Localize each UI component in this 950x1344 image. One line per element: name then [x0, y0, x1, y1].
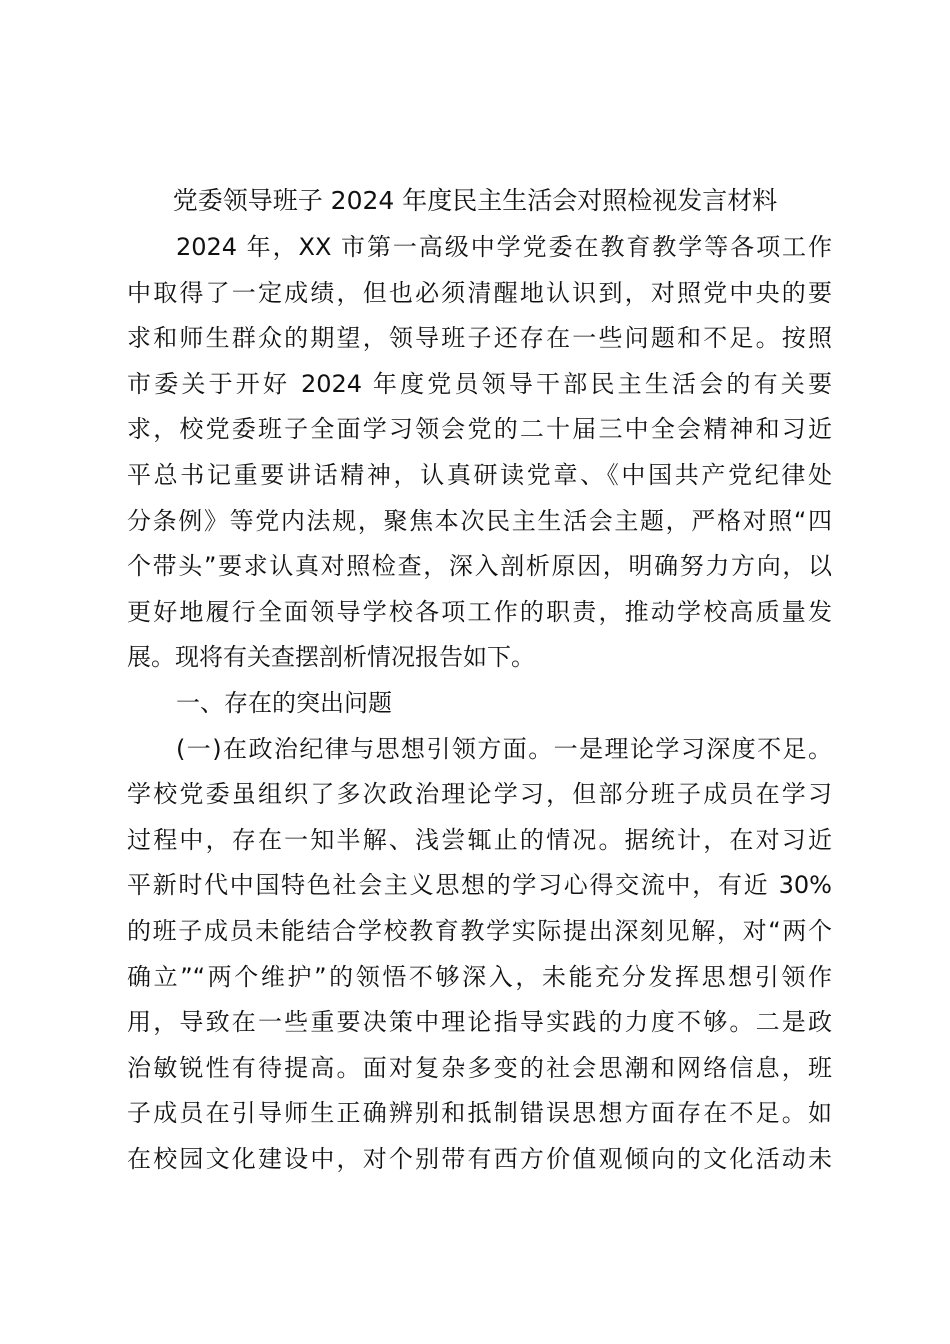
- body-line: 平新时代中国特色社会主义思想的学习心得交流中，有近 30%: [127, 871, 832, 900]
- body-line: 过程中，存在一知半解、浅尝辄止的情况。据统计，在对习近: [127, 825, 832, 854]
- body-line: 分条例》等党内法规，聚焦本次民主生活会主题，严格对照“四: [127, 506, 832, 535]
- body-line: 求，校党委班子全面学习领会党的二十届三中全会精神和习近: [127, 415, 832, 444]
- body-line: 确立”“两个维护”的领悟不够深入，未能充分发挥思想引领作: [127, 962, 832, 991]
- body-line: 的班子成员未能结合学校教育教学实际提出深刻见解，对“两个: [127, 917, 832, 945]
- body-line: 个带头”要求认真对照检查，深入剖析原因，明确努力方向，以: [127, 552, 832, 581]
- body-line: 中取得了一定成绩，但也必须清醒地认识到，对照党中央的要: [127, 278, 832, 307]
- body-line: 一、存在的突出问题: [176, 689, 392, 717]
- body-line: 展。现将有关查摆剖析情况报告如下。: [127, 643, 535, 672]
- body-line: 学校党委虽组织了多次政治理论学习，但部分班子成员在学习: [127, 780, 832, 809]
- document-title: 党委领导班子 2024 年度民主生活会对照检视发言材料: [172, 186, 778, 215]
- body-line: 在校园文化建设中，对个别带有西方价值观倾向的文化活动未: [127, 1145, 832, 1173]
- body-line: 2024 年，XX 市第一高级中学党委在教育教学等各项工作: [176, 233, 832, 261]
- body-line: 市委关于开好 2024 年度党员领导干部民主生活会的有关要: [127, 369, 832, 398]
- body-line: 治敏锐性有待提高。面对复杂多变的社会思潮和网络信息，班: [127, 1053, 832, 1082]
- body-line: 更好地履行全面领导学校各项工作的职责，推动学校高质量发: [127, 597, 832, 626]
- body-line: 用，导致在一些重要决策中理论指导实践的力度不够。二是政: [127, 1008, 832, 1037]
- body-line: 求和师生群众的期望，领导班子还存在一些问题和不足。按照: [127, 324, 832, 353]
- body-line: 子成员在引导师生正确辨别和抵制错误思想方面存在不足。如: [127, 1099, 832, 1128]
- body-line: (一)在政治纪律与思想引领方面。一是理论学习深度不足。: [176, 734, 832, 763]
- body-line: 平总书记重要讲话精神，认真研读党章、《中国共产党纪律处: [127, 461, 832, 489]
